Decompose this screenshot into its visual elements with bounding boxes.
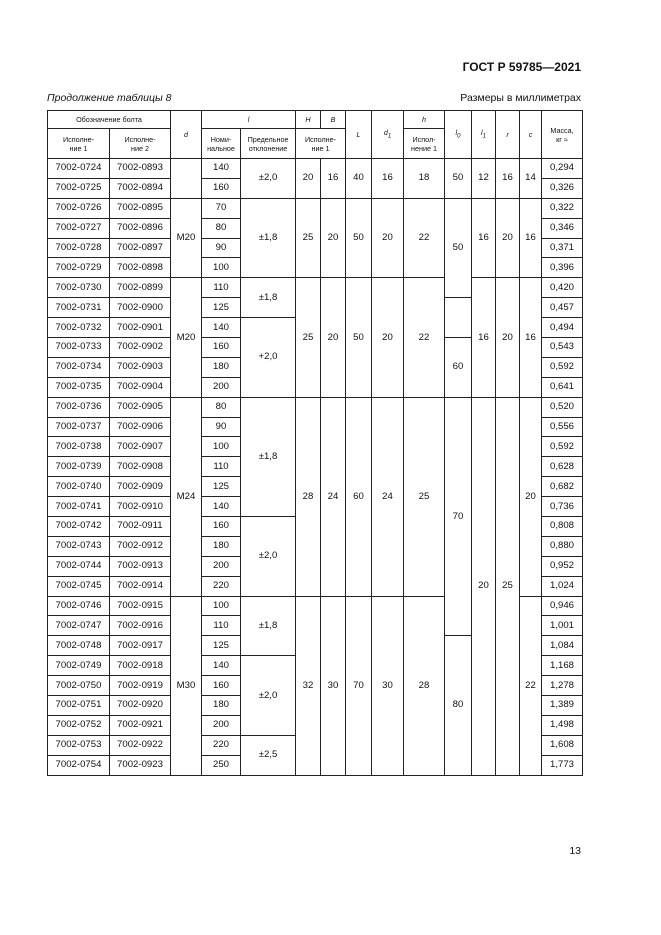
cell-exec1: 7002-0731 xyxy=(48,298,110,318)
header-l-deviation: Предельное отклонение xyxy=(241,129,296,159)
cell-mass: 1,389 xyxy=(542,696,583,716)
cell-L: 50 xyxy=(346,278,372,397)
cell-exec2: 7002-0895 xyxy=(110,198,171,218)
cell-exec1: 7002-0741 xyxy=(48,497,110,517)
cell-exec2: 7002-0909 xyxy=(110,477,171,497)
cell-B: 20 xyxy=(321,278,346,397)
cell-exec1: 7002-0745 xyxy=(48,576,110,596)
cell-l-deviation: ±2,5 xyxy=(241,735,296,775)
header-l1 xyxy=(472,111,496,159)
cell-l-nominal: 140 xyxy=(202,318,241,338)
header-exec1: Исполне- ние 1 xyxy=(48,129,110,159)
cell-exec1: 7002-0738 xyxy=(48,437,110,457)
cell-exec1: 7002-0743 xyxy=(48,536,110,556)
cell-l-nominal: 100 xyxy=(202,437,241,457)
cell-l-deviation: ±1,8 xyxy=(241,397,296,516)
header-d1-main: d xyxy=(383,127,388,137)
table-body xyxy=(48,159,583,776)
cell-exec2: 7002-0917 xyxy=(110,636,171,656)
cell-l-nominal: 125 xyxy=(202,298,241,318)
table-row xyxy=(48,198,583,218)
cell-exec1: 7002-0735 xyxy=(48,377,110,397)
cell-exec1: 7002-0734 xyxy=(48,357,110,377)
cell-exec2: 7002-0898 xyxy=(110,258,171,278)
cell-exec2: 7002-0911 xyxy=(110,517,171,537)
cell-r: 20 xyxy=(496,278,520,397)
page-number: 13 xyxy=(569,845,581,857)
cell-H: 28 xyxy=(296,397,321,596)
header-L: L xyxy=(346,111,372,159)
header-H: H xyxy=(296,111,321,129)
cell-exec1: 7002-0746 xyxy=(48,596,110,616)
cell-exec2: 7002-0900 xyxy=(110,298,171,318)
cell-exec1: 7002-0733 xyxy=(48,338,110,358)
cell-l0 xyxy=(445,298,472,338)
cell-l-nominal: 160 xyxy=(202,517,241,537)
cell-mass: 0,371 xyxy=(542,238,583,258)
cell-exec2: 7002-0918 xyxy=(110,656,171,676)
cell-l0: 60 xyxy=(445,338,472,398)
cell-exec2: 7002-0921 xyxy=(110,715,171,735)
cell-l-nominal: 180 xyxy=(202,696,241,716)
cell-l-deviation: ±2,0 xyxy=(241,159,296,199)
cell-l-nominal: 80 xyxy=(202,218,241,238)
cell-r: 25 xyxy=(496,397,520,775)
cell-d1: 20 xyxy=(372,198,404,278)
cell-l-nominal: 90 xyxy=(202,238,241,258)
cell-B: 24 xyxy=(321,397,346,596)
cell-l-nominal: 125 xyxy=(202,636,241,656)
header-l0-sub: 0 xyxy=(457,133,461,140)
cell-exec1: 7002-0749 xyxy=(48,656,110,676)
header-l1-sub: 1 xyxy=(482,133,486,140)
cell-mass: 1,498 xyxy=(542,715,583,735)
cell-L: 60 xyxy=(346,397,372,596)
cell-h: 22 xyxy=(404,198,445,278)
cell-exec2: 7002-0914 xyxy=(110,576,171,596)
cell-l-nominal: 220 xyxy=(202,735,241,755)
cell-exec1: 7002-0728 xyxy=(48,238,110,258)
cell-c: 14 xyxy=(520,159,542,199)
cell-exec1: 7002-0750 xyxy=(48,676,110,696)
cell-mass: 1,084 xyxy=(542,636,583,656)
header-d: d xyxy=(171,111,202,159)
cell-l-nominal: 160 xyxy=(202,338,241,358)
cell-H: 25 xyxy=(296,278,321,397)
units-caption: Размеры в миллиметрах xyxy=(460,92,581,104)
cell-l-deviation: ±2,0 xyxy=(241,656,296,736)
cell-exec2: 7002-0901 xyxy=(110,318,171,338)
cell-mass: 0,880 xyxy=(542,536,583,556)
cell-h: 28 xyxy=(404,596,445,775)
cell-exec2: 7002-0899 xyxy=(110,278,171,298)
table-caption: Продолжение таблицы 8 xyxy=(47,92,172,104)
cell-exec1: 7002-0742 xyxy=(48,517,110,537)
cell-mass: 1,773 xyxy=(542,755,583,775)
header-r: r xyxy=(496,111,520,159)
cell-l-nominal: 110 xyxy=(202,616,241,636)
cell-mass: 0,641 xyxy=(542,377,583,397)
cell-h: 25 xyxy=(404,397,445,596)
cell-H: 25 xyxy=(296,198,321,278)
cell-l-nominal: 100 xyxy=(202,258,241,278)
cell-exec1: 7002-0748 xyxy=(48,636,110,656)
cell-thread-d xyxy=(171,159,202,199)
cell-h: 18 xyxy=(404,159,445,199)
cell-mass: 0,294 xyxy=(542,159,583,179)
cell-mass: 1,278 xyxy=(542,676,583,696)
cell-mass: 1,001 xyxy=(542,616,583,636)
header-d1-sub: 1 xyxy=(387,133,392,140)
cell-mass: 0,628 xyxy=(542,457,583,477)
cell-l-nominal: 220 xyxy=(202,576,241,596)
bolt-dimensions-table xyxy=(47,110,583,776)
cell-thread-d: M30 xyxy=(171,596,202,775)
cell-l-nominal: 180 xyxy=(202,536,241,556)
cell-r: 20 xyxy=(496,198,520,278)
cell-B: 16 xyxy=(321,159,346,199)
header-exec2: Исполне- ние 2 xyxy=(110,129,171,159)
cell-thread-d: M20 xyxy=(171,278,202,397)
cell-exec2: 7002-0894 xyxy=(110,178,171,198)
header-c: c xyxy=(520,111,542,159)
cell-l1: 20 xyxy=(472,397,496,775)
cell-l-nominal: 100 xyxy=(202,596,241,616)
cell-mass: 0,520 xyxy=(542,397,583,417)
cell-l-nominal: 125 xyxy=(202,477,241,497)
table-row xyxy=(48,159,583,179)
cell-l0: 70 xyxy=(445,397,472,636)
cell-c: 22 xyxy=(520,596,542,775)
cell-mass: 0,494 xyxy=(542,318,583,338)
cell-exec2: 7002-0905 xyxy=(110,397,171,417)
cell-l-nominal: 200 xyxy=(202,556,241,576)
cell-h: 22 xyxy=(404,278,445,397)
cell-l0: 50 xyxy=(445,198,472,297)
cell-mass: 0,952 xyxy=(542,556,583,576)
cell-exec2: 7002-0910 xyxy=(110,497,171,517)
cell-exec1: 7002-0729 xyxy=(48,258,110,278)
cell-L: 40 xyxy=(346,159,372,199)
cell-l-deviation: +2,0 xyxy=(241,318,296,398)
cell-exec2: 7002-0904 xyxy=(110,377,171,397)
header-d1 xyxy=(372,111,404,159)
cell-l-nominal: 200 xyxy=(202,715,241,735)
header-l1-main: l xyxy=(481,127,483,137)
cell-l-nominal: 70 xyxy=(202,198,241,218)
cell-exec2: 7002-0919 xyxy=(110,676,171,696)
cell-H: 20 xyxy=(296,159,321,199)
cell-d1: 24 xyxy=(372,397,404,596)
cell-l-nominal: 110 xyxy=(202,278,241,298)
cell-exec2: 7002-0902 xyxy=(110,338,171,358)
cell-exec1: 7002-0737 xyxy=(48,417,110,437)
cell-l0: 50 xyxy=(445,159,472,199)
cell-exec1: 7002-0726 xyxy=(48,198,110,218)
header-l-nominal: Номи- нальное xyxy=(202,129,241,159)
cell-mass: 0,420 xyxy=(542,278,583,298)
header-h: h xyxy=(404,111,445,129)
cell-exec1: 7002-0744 xyxy=(48,556,110,576)
cell-exec2: 7002-0923 xyxy=(110,755,171,775)
cell-exec1: 7002-0739 xyxy=(48,457,110,477)
cell-c: 16 xyxy=(520,278,542,397)
cell-exec1: 7002-0730 xyxy=(48,278,110,298)
cell-mass: 0,946 xyxy=(542,596,583,616)
header-l0 xyxy=(445,111,472,159)
cell-d1: 20 xyxy=(372,278,404,397)
header-designation: Обозначение болта xyxy=(48,111,171,129)
cell-exec1: 7002-0747 xyxy=(48,616,110,636)
cell-exec2: 7002-0907 xyxy=(110,437,171,457)
header-l0-main: l xyxy=(455,127,458,137)
cell-exec1: 7002-0736 xyxy=(48,397,110,417)
cell-l-nominal: 90 xyxy=(202,417,241,437)
header-mass: Масса, кг ≈ xyxy=(542,111,583,159)
cell-exec1: 7002-0732 xyxy=(48,318,110,338)
cell-l-nominal: 140 xyxy=(202,497,241,517)
cell-exec2: 7002-0915 xyxy=(110,596,171,616)
cell-mass: 1,024 xyxy=(542,576,583,596)
cell-mass: 0,543 xyxy=(542,338,583,358)
cell-exec2: 7002-0893 xyxy=(110,159,171,179)
cell-exec1: 7002-0727 xyxy=(48,218,110,238)
cell-exec2: 7002-0920 xyxy=(110,696,171,716)
cell-l1: 16 xyxy=(472,198,496,278)
cell-exec2: 7002-0922 xyxy=(110,735,171,755)
cell-exec1: 7002-0754 xyxy=(48,755,110,775)
cell-exec1: 7002-0753 xyxy=(48,735,110,755)
cell-l-nominal: 250 xyxy=(202,755,241,775)
cell-mass: 0,457 xyxy=(542,298,583,318)
cell-thread-d: M24 xyxy=(171,397,202,596)
cell-l-deviation: ±2,0 xyxy=(241,517,296,597)
cell-mass: 0,592 xyxy=(542,437,583,457)
table-row xyxy=(48,278,583,298)
cell-mass: 0,346 xyxy=(542,218,583,238)
cell-exec2: 7002-0913 xyxy=(110,556,171,576)
cell-l-deviation: ±1,8 xyxy=(241,596,296,656)
cell-exec2: 7002-0916 xyxy=(110,616,171,636)
table-row xyxy=(48,397,583,417)
cell-mass: 0,808 xyxy=(542,517,583,537)
cell-B: 20 xyxy=(321,198,346,278)
cell-mass: 1,168 xyxy=(542,656,583,676)
cell-exec2: 7002-0908 xyxy=(110,457,171,477)
cell-l-nominal: 80 xyxy=(202,397,241,417)
cell-exec2: 7002-0896 xyxy=(110,218,171,238)
cell-exec1: 7002-0752 xyxy=(48,715,110,735)
cell-l-nominal: 180 xyxy=(202,357,241,377)
cell-l1: 12 xyxy=(472,159,496,199)
cell-thread-d: M20 xyxy=(171,198,202,278)
cell-r: 16 xyxy=(496,159,520,199)
cell-c: 20 xyxy=(520,397,542,596)
cell-exec2: 7002-0897 xyxy=(110,238,171,258)
cell-L: 70 xyxy=(346,596,372,775)
cell-mass: 0,592 xyxy=(542,357,583,377)
cell-l-nominal: 200 xyxy=(202,377,241,397)
cell-mass: 0,396 xyxy=(542,258,583,278)
cell-l-nominal: 140 xyxy=(202,159,241,179)
cell-l-nominal: 110 xyxy=(202,457,241,477)
cell-d1: 30 xyxy=(372,596,404,775)
cell-l-nominal: 140 xyxy=(202,656,241,676)
cell-d1: 16 xyxy=(372,159,404,199)
cell-mass: 0,326 xyxy=(542,178,583,198)
cell-L: 50 xyxy=(346,198,372,278)
cell-mass: 0,556 xyxy=(542,417,583,437)
cell-mass: 0,682 xyxy=(542,477,583,497)
cell-B: 30 xyxy=(321,596,346,775)
header-h-exec: Испол- нение 1 xyxy=(404,129,445,159)
header-B: B xyxy=(321,111,346,129)
cell-c: 16 xyxy=(520,198,542,278)
cell-exec1: 7002-0724 xyxy=(48,159,110,179)
cell-l1: 16 xyxy=(472,278,496,397)
header-HB-exec: Исполне- ние 1 xyxy=(296,129,346,159)
cell-l-deviation: ±1,8 xyxy=(241,198,296,278)
cell-H: 32 xyxy=(296,596,321,775)
cell-exec2: 7002-0906 xyxy=(110,417,171,437)
cell-mass: 0,322 xyxy=(542,198,583,218)
cell-exec1: 7002-0751 xyxy=(48,696,110,716)
cell-l-nominal: 160 xyxy=(202,676,241,696)
cell-exec1: 7002-0725 xyxy=(48,178,110,198)
cell-exec1: 7002-0740 xyxy=(48,477,110,497)
header-l: l xyxy=(202,111,296,129)
document-title: ГОСТ Р 59785—2021 xyxy=(462,60,581,74)
cell-mass: 1,608 xyxy=(542,735,583,755)
cell-exec2: 7002-0912 xyxy=(110,536,171,556)
cell-exec2: 7002-0903 xyxy=(110,357,171,377)
cell-l0: 80 xyxy=(445,636,472,775)
cell-l-nominal: 160 xyxy=(202,178,241,198)
cell-mass: 0,736 xyxy=(542,497,583,517)
cell-l-deviation: ±1,8 xyxy=(241,278,296,318)
